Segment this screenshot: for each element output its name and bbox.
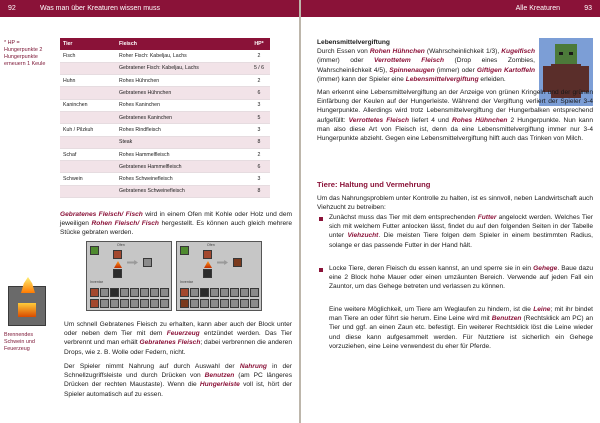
table-header-hp: HP* [248,38,270,50]
table-cell-fleisch: Gebratenes Schweinefleisch [116,185,248,197]
slot [240,299,249,308]
table-cell-hp: 2 [248,50,270,62]
table-cell-fleisch: Rohes Hühnchen [116,75,248,87]
paragraph-intro: Um das Nahrungsproblem unter Kontrolle zu halten, ist es sinnvoll, neben Landwirtschaft auch Viehzucht zu betreiben: [317,195,593,212]
table-cell-tier [60,161,116,173]
slot [150,288,159,297]
slot [120,299,129,308]
fire-icon [114,261,122,268]
right-page [301,0,600,423]
table-cell-fleisch: Rohes Hammelfleisch [116,148,248,160]
table-row [60,185,270,197]
running-head: Alle Kreaturen [515,5,560,12]
arrow-icon [127,260,138,265]
running-head: Was man über Kreaturen wissen muss [40,5,160,12]
slot [120,288,129,297]
table-cell-tier: Huhn [60,75,116,87]
slot [230,299,239,308]
table-cell-tier: Schwein [60,173,116,185]
inventory-label: Inventar [180,280,193,284]
paragraph-eating: Der Spieler nimmt Nahrung auf durch Auswahl der Nahrung in der Schnellzugriffsleiste und durch Drücken von Benutzen (am PC längeres Drücken der rechten Maustaste). Wenn die Hungerleiste voll ist, hört der Spieler automatisch auf zu essen. [64,363,292,398]
paragraph-poisoning-2: Man erkennt eine Lebensmittelvergiftung an der Anzeige von grünen Kringeln und der grünen Einfärbung der Keulen auf der Hungerleiste. Während der Vergiftung verliert der Spieler 3-4 Hungerpunkte. Allerdings wird trotz Lebensmittelvergiftung der Hungerbalken entsprechend aufgefüllt: Verrottetes Fleisch liefert 4 und Rohes Hühnchen 2 Hungerpunkte. Nun kann man also diese Art von Fleisch ist, denn da eine Lebensmittelvergiftung immer nur 3-4 Hungerpunkte abzieht. Gegen eine Lebensmittelvergiftung hilft auch das Trinken von Milch. [317,89,593,143]
table-header-tier: Tier [60,38,116,50]
slot [113,269,122,278]
slot [180,299,189,308]
table-cell-tier [60,62,116,74]
slot [230,288,239,297]
table-cell-tier [60,111,116,123]
furnace-screenshot-1 [86,241,172,311]
inventory-label: Inventar [90,280,103,284]
paragraph-poisoning: Lebensmittelvergiftung Durch Essen von Rohen Hühnchen (Wahrscheinlichkeit 1/3), Kugelfisch (immer) oder Verrottetem Fleisch (Drop eines Zombies, Wahrscheinlichkeit 4/5), Spinnenaugen (immer) oder Giftigen Kartoffeln (immer) kann der Spieler eine Lebensmittelvergiftung erleiden. [317,39,535,83]
figure-caption: Brennendes Schwein und Feuerzeug [4,332,35,352]
table-cell-tier: Kuh / Pilzkuh [60,124,116,136]
table-cell-fleisch: Rohes Schweinefleisch [116,173,248,185]
furnace-screenshot-2 [176,241,262,311]
slot [240,288,249,297]
table-header-fleisch: Fleisch [116,38,248,50]
table-row [60,136,270,148]
burning-pig-image [8,286,46,326]
slot [203,250,212,259]
table-row [60,62,270,74]
table-cell-hp: 5 / 6 [248,62,270,74]
table-row [60,161,270,173]
table-row [60,111,270,123]
table-cell-fleisch: Gebratener Fisch: Kabeljau, Lachs [116,62,248,74]
slot [150,299,159,308]
bullet-item-1: Zunächst muss das Tier mit dem entsprechenden Futter angelockt werden. Welches Tier sich mit welchem Futter anlocken lässt, findet du auf den folgenden Seiten in der Tabelle unter Viehzucht. Die meisten Tiere folgen dem Spieler in einem bestimmten Radius, solange er das passende Futter in der Hand hält. [329,214,593,249]
slot [210,288,219,297]
table-cell-hp: 6 [248,161,270,173]
slot [250,288,259,297]
table-cell-fleisch: Gebratenes Hühnchen [116,87,248,99]
table-cell-tier: Schaf [60,148,116,160]
slot [110,299,119,308]
table-cell-tier: Kaninchen [60,99,116,111]
paragraph-lighter: Um schnell Gebratenes Fleisch zu erhalten, kann aber auch der Block unter oder neben dem Tier mit dem Feuerzeug entzündet werden. Das Tier verbrennt und man erhält Gebratenes Fleisch; dabei verbrennen die anderen Drops, wie z. B. Wolle oder Federn, nicht. [64,321,293,356]
table-cell-fleisch: Steak [116,136,248,148]
slot [90,299,99,308]
table-cell-hp: 8 [248,185,270,197]
slot [220,299,229,308]
table-cell-fleisch: Rohes Kaninchen [116,99,248,111]
table-row [60,99,270,111]
table-cell-hp: 6 [248,87,270,99]
table-cell-hp: 2 [248,148,270,160]
right-page-header [301,0,600,17]
section-heading: Tiere: Haltung und Vermehrung [317,180,431,189]
left-page-header [0,0,299,17]
table-row [60,50,270,62]
poisoning-heading: Lebensmittelvergiftung [317,39,390,46]
table-cell-hp: 3 [248,99,270,111]
side-note: * HP = Hungerpunkte 2 Hungerpunkte erneuern 1 Keule [4,40,46,67]
arrow-icon [217,260,228,265]
fire-icon [204,261,212,268]
table-cell-fleisch: Rohes Rindfleisch [116,124,248,136]
slot [180,288,189,297]
table-row [60,148,270,160]
table-cell-tier: Fisch [60,50,116,62]
flame-icon [21,277,35,293]
table-cell-hp: 3 [248,124,270,136]
slot [160,288,169,297]
table-cell-fleisch: Gebratenes Kaninchen [116,111,248,123]
table-row [60,87,270,99]
slot [233,258,242,267]
slot [113,250,122,259]
slot [90,246,99,255]
slot [180,246,189,255]
slot [100,299,109,308]
table-cell-hp: 3 [248,173,270,185]
slot [130,299,139,308]
slot [250,299,259,308]
bullet-icon [319,217,323,221]
slot [100,288,109,297]
table-cell-fleisch: Roher Fisch: Kabeljau, Lachs [116,50,248,62]
paragraph-leash: Eine weitere Möglichkeit, um Tiere am Weglaufen zu hindern, ist die Leine; mit ihr bindet man Tiere an oder führt sie herum. Eine Leine wird mit Benutzen (Rechtsklick am PC) an Tier und ggf. an einen Zaun etc. befestigt. Ein weiterer Rechtsklick löst die Leine wieder und diese kann aufgesammelt werden. Für Nutztiere ist sicherlich ein Gehege vorzuziehen, eine Leine verwendest du eher für Pferde. [329,306,593,350]
slot [90,288,99,297]
slot [200,288,209,297]
page-number: 93 [584,5,592,12]
slot [140,299,149,308]
table-cell-hp: 5 [248,111,270,123]
slot [203,269,212,278]
slot [220,288,229,297]
meat-table [60,38,270,198]
table-cell-hp: 2 [248,75,270,87]
slot [140,288,149,297]
furnace-mouth [18,303,36,317]
left-page [0,0,299,423]
page-number: 92 [8,5,16,12]
bullet-icon [319,268,323,272]
slot [210,299,219,308]
table-cell-tier [60,185,116,197]
paragraph-roast: Gebratenes Fleisch/ Fisch wird in einem Ofen mit Kohle oder Holz und dem jeweiligen Rohen Fleisch/ Fisch hergestellt. Es können auch gleich mehrere Stücke gebraten werden. [60,211,293,237]
furnace-title: Ofen [117,243,125,247]
furnace-title: Ofen [207,243,215,247]
slot [143,258,152,267]
slot [200,299,209,308]
bullet-item-2: Locke Tiere, deren Fleisch du essen kannst, an und sperre sie in ein Gehege. Baue dazu eine 2 Block hohe Mauer oder einen umzäunten Bereich. Verwende auf jeden Fall ein Zauntor, um das Gehege betreten und verlassen zu können. [329,265,593,291]
table-cell-tier [60,136,116,148]
table-row [60,75,270,87]
table-row [60,173,270,185]
table-row [60,124,270,136]
slot [110,288,119,297]
slot [190,299,199,308]
slot [130,288,139,297]
slot [190,288,199,297]
table-cell-hp: 8 [248,136,270,148]
table-cell-tier [60,87,116,99]
slot [160,299,169,308]
table-cell-fleisch: Gebratenes Hammelfleisch [116,161,248,173]
